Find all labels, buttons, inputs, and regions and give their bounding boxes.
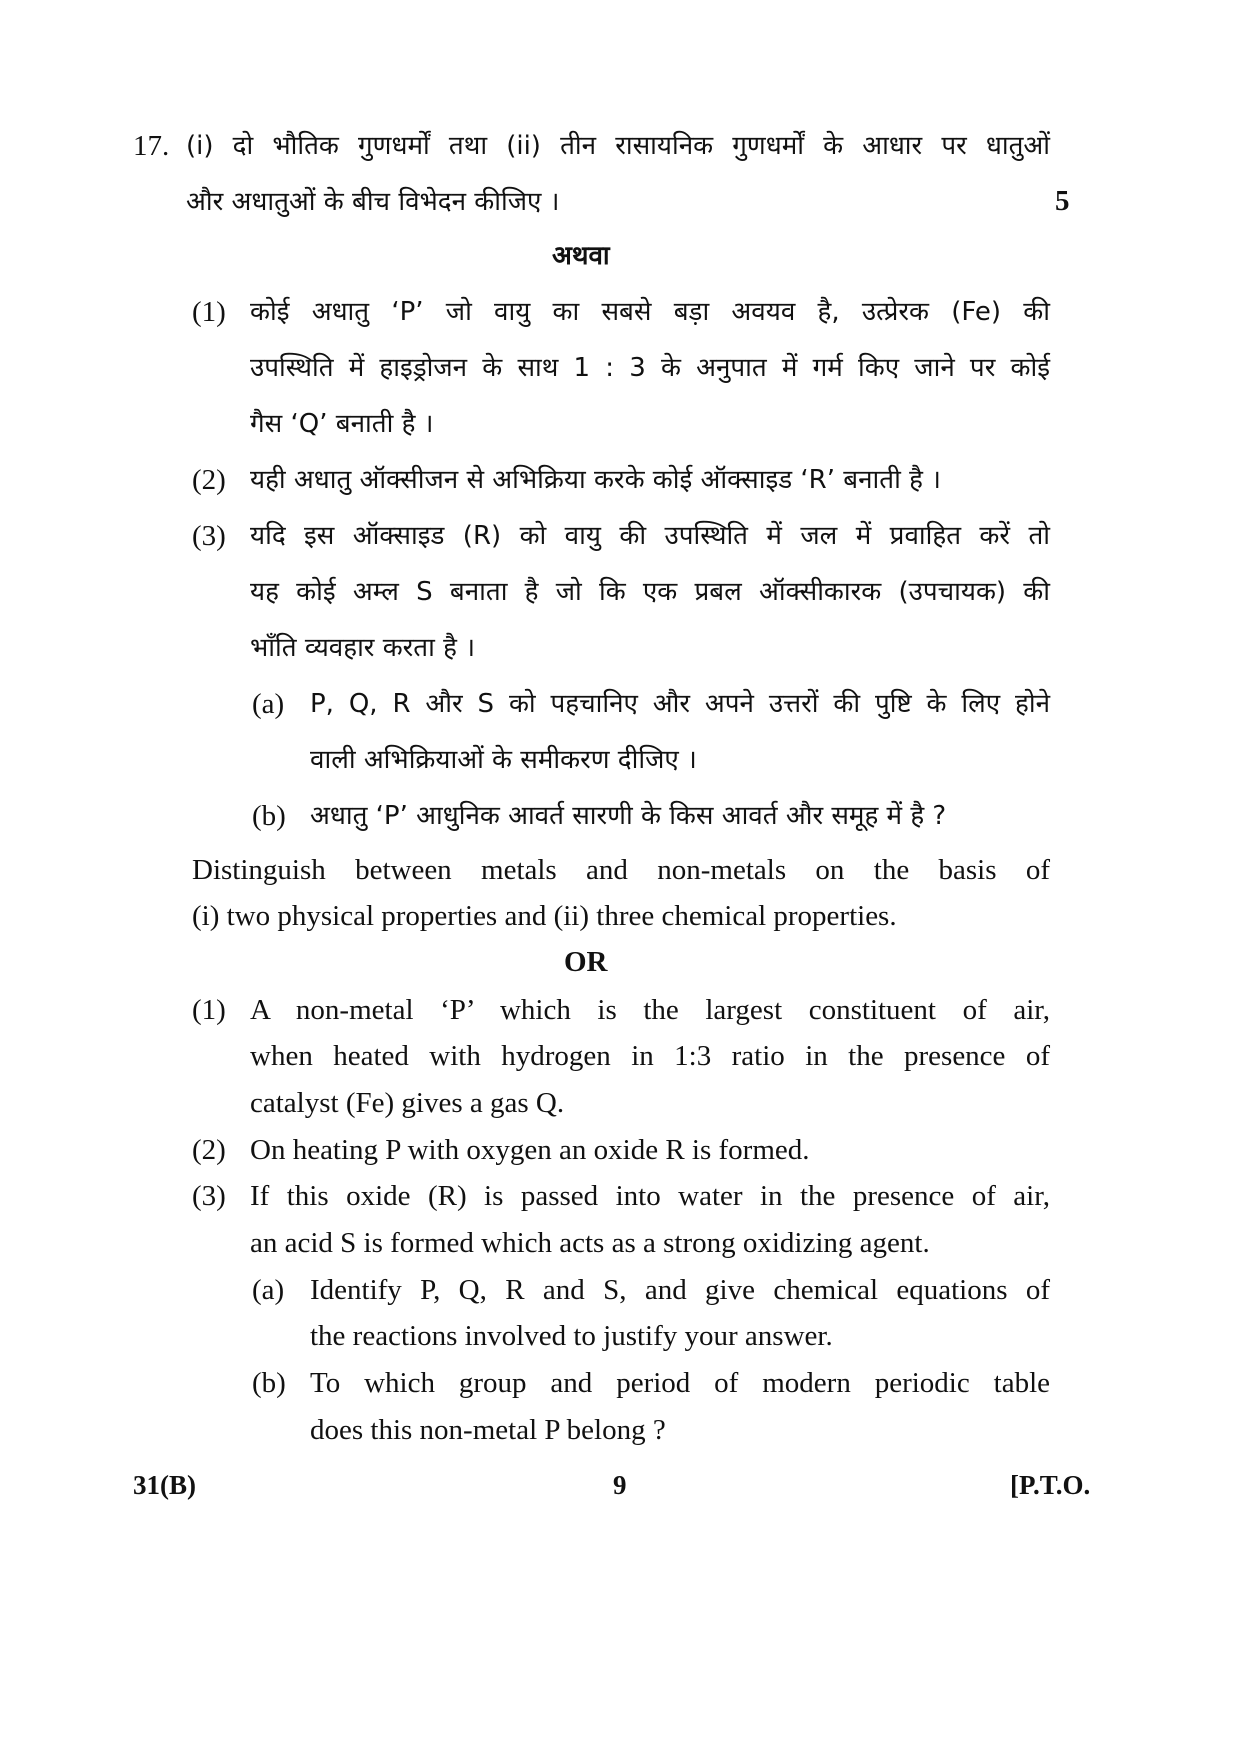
english-subpart-a-line-2: the reactions involved to justify your answer. [310,1320,833,1352]
hindi-part-3-number: (3) [192,520,226,552]
hindi-subpart-a-line-2: वाली अभिक्रियाओं के समीकरण दीजिए । [310,745,697,775]
english-part-1-line-3: catalyst (Fe) gives a gas Q. [250,1087,565,1119]
hindi-part-1-line-2: उपस्थिति में हाइड्रोजन के साथ 1 : 3 के अनुपात में गर्म किए जाने पर कोई [250,353,1050,383]
hindi-part-3-line-2: यह कोई अम्ल S बनाता है जो कि एक प्रबल ऑक्सीकारक (उपचायक) की [250,577,1050,607]
english-part-1-line-1: A non-metal ‘P’ which is the largest constituent of air, [250,994,1050,1026]
hindi-part-3-line-3: भाँति व्यवहार करता है । [250,633,476,663]
english-or-label: OR [564,946,608,978]
hindi-subpart-a-number: (a) [252,688,285,720]
english-question-line-2: (i) two physical properties and (ii) three chemical properties. [192,900,897,932]
english-part-1-number: (1) [192,994,226,1026]
hindi-part-3-line-1: यदि इस ऑक्साइड (R) को वायु की उपस्थिति में जल में प्रवाहित करें तो [250,521,1050,551]
hindi-subpart-a-line-1: P, Q, R और S को पहचानिए और अपने उत्तरों की पुष्टि के लिए होने [310,689,1050,719]
english-part-1-line-2: when heated with hydrogen in 1:3 ratio in the presence of [250,1040,1050,1072]
english-part-2-line-1: On heating P with oxygen an oxide R is formed. [250,1134,810,1166]
hindi-part-1-number: (1) [192,296,226,328]
hindi-part-1-line-3: गैस ‘Q’ बनाती है । [250,409,434,439]
paper-code: 31(B) [133,1470,196,1500]
hindi-question-line-1: (i) दो भौतिक गुणधर्मों तथा (ii) तीन रासायनिक गुणधर्मों के आधार पर धातुओं [186,131,1050,161]
english-subpart-a-line-1: Identify P, Q, R and S, and give chemical equations of [310,1274,1050,1306]
page-number: 9 [613,1470,627,1500]
hindi-question-line-2: और अधातुओं के बीच विभेदन कीजिए । [186,187,560,217]
hindi-part-1-line-1: कोई अधातु ‘P’ जो वायु का सबसे बड़ा अवयव है, उत्प्रेरक (Fe) की [250,297,1050,327]
english-part-3-number: (3) [192,1180,226,1212]
english-question-line-1: Distinguish between metals and non-metals on the basis of [192,854,1050,886]
question-number: 17. [133,130,170,162]
hindi-or-label: अथवा [552,241,610,271]
english-part-2-number: (2) [192,1134,226,1166]
hindi-subpart-b-number: (b) [252,800,286,832]
english-part-3-line-1: If this oxide (R) is passed into water in the presence of air, [250,1180,1050,1212]
english-subpart-a-number: (a) [252,1274,285,1306]
english-part-3-line-2: an acid S is formed which acts as a strong oxidizing agent. [250,1227,930,1259]
hindi-subpart-b-line-1: अधातु ‘P’ आधुनिक आवर्त सारणी के किस आवर्त और समूह में है ? [310,801,947,831]
hindi-part-2-number: (2) [192,464,226,496]
please-turn-over: [P.T.O. [1010,1470,1091,1500]
english-subpart-b-line-1: To which group and period of modern periodic table [310,1367,1050,1399]
english-subpart-b-number: (b) [252,1367,286,1399]
marks: 5 [1055,185,1070,217]
english-subpart-b-line-2: does this non-metal P belong ? [310,1414,666,1446]
hindi-part-2-line-1: यही अधातु ऑक्सीजन से अभिक्रिया करके कोई ऑक्साइड ‘R’ बनाती है । [250,465,942,495]
